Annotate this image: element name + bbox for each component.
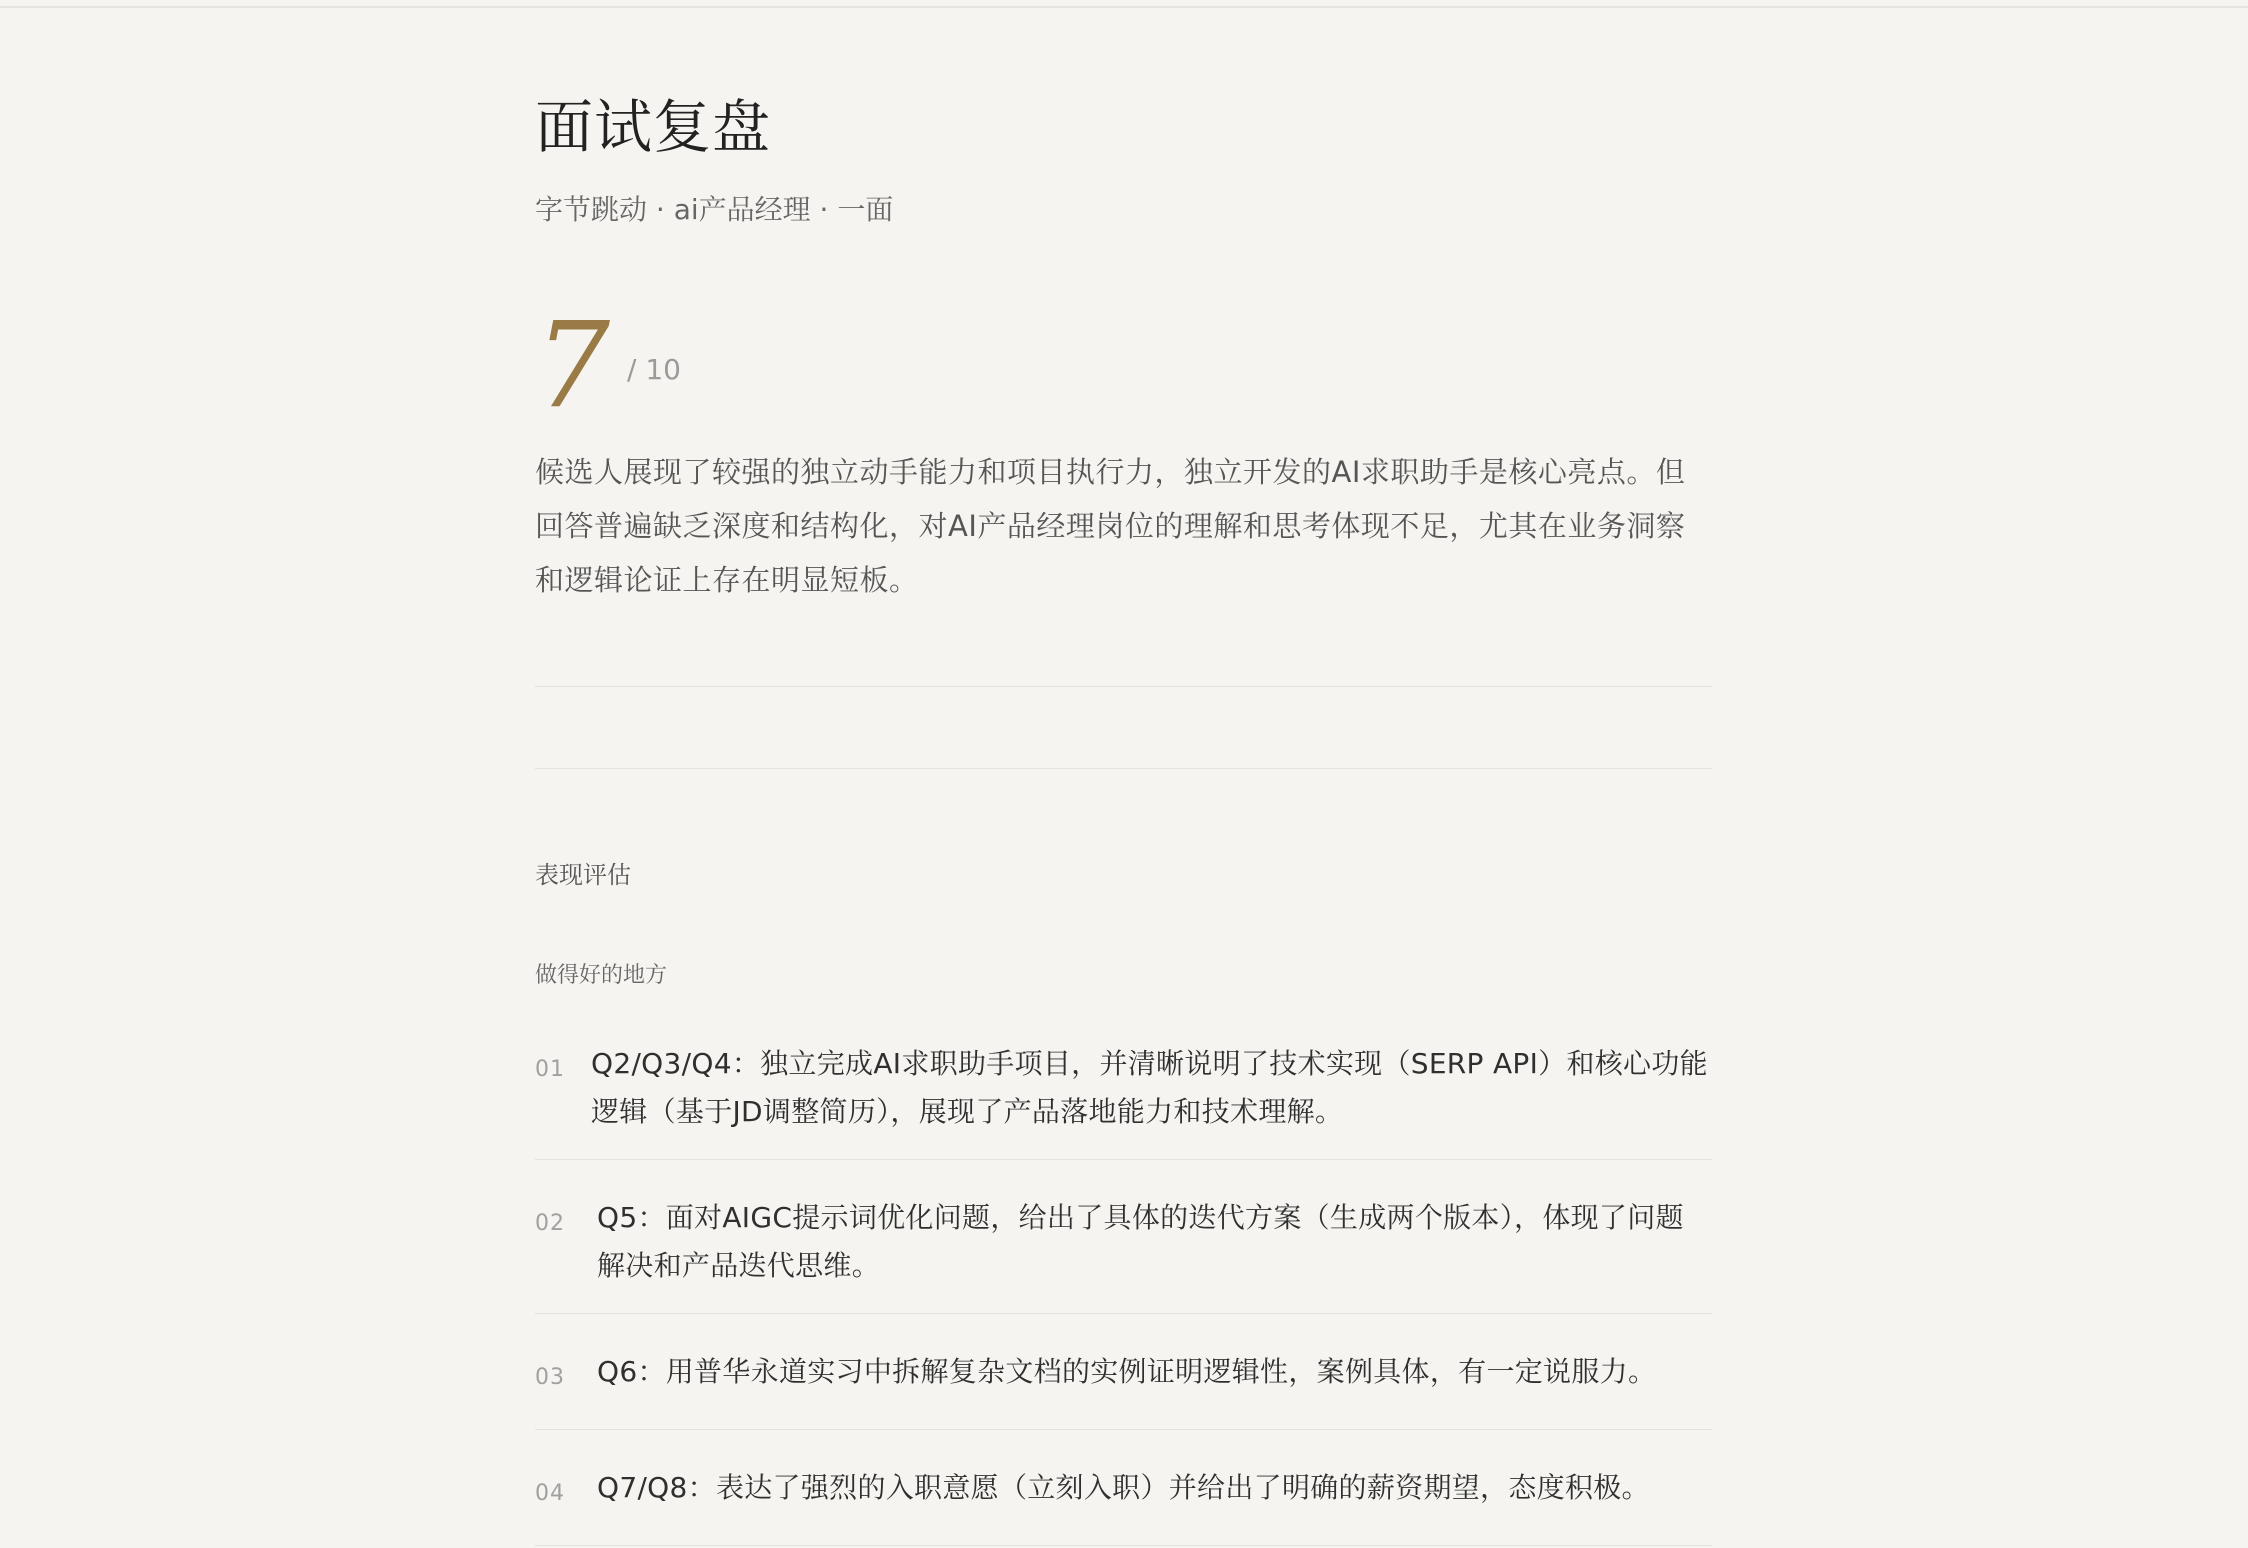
overall-summary: 候选人展现了较强的独立动手能力和项目执行力，独立开发的AI求职助手是核心亮点。但回答普遍缺乏深度和结构化，对AI产品经理岗位的理解和思考体现不足，尤其在业务洞察和逻辑论证上存在明显短板。 — [535, 455, 1686, 597]
interview-meta: 字节跳动 · ai产品经理 · 一面 — [535, 193, 894, 226]
item-number: 04 — [535, 1481, 565, 1506]
subsection-title-strengths: 做得好的地方 — [535, 963, 668, 988]
item-text: Q7/Q8：表达了强烈的入职意愿（立刻入职）并给出了明确的薪资期望，态度积极。 — [597, 1471, 1650, 1504]
strengths-list — [535, 1020, 1712, 1546]
item-text: Q6：用普华永道实习中拆解复杂文档的实例证明逻辑性，案例具体，有一定说服力。 — [597, 1355, 1657, 1388]
page-title: 面试复盘 — [535, 93, 772, 161]
divider — [535, 768, 1712, 769]
list-item — [535, 1430, 1712, 1546]
list-item — [535, 1160, 1712, 1314]
section-title-evaluation: 表现评估 — [535, 861, 631, 889]
divider — [535, 686, 1712, 687]
item-text: Q2/Q3/Q4：独立完成AI求职助手项目，并清晰说明了技术实现（SERP API）和核心功能逻辑（基于JD调整简历），展现了产品落地能力和技术理解。 — [591, 1047, 1708, 1128]
item-number: 01 — [535, 1057, 565, 1082]
score-value: 7 — [535, 296, 611, 434]
list-item — [535, 1314, 1712, 1430]
list-item — [535, 1020, 1712, 1160]
item-number: 02 — [535, 1211, 565, 1236]
score-total: / 10 — [627, 353, 681, 386]
top-divider — [0, 6, 2248, 8]
item-number: 03 — [535, 1365, 565, 1390]
item-text: Q5：面对AIGC提示词优化问题，给出了具体的迭代方案（生成两个版本），体现了问题解决和产品迭代思维。 — [597, 1201, 1684, 1282]
